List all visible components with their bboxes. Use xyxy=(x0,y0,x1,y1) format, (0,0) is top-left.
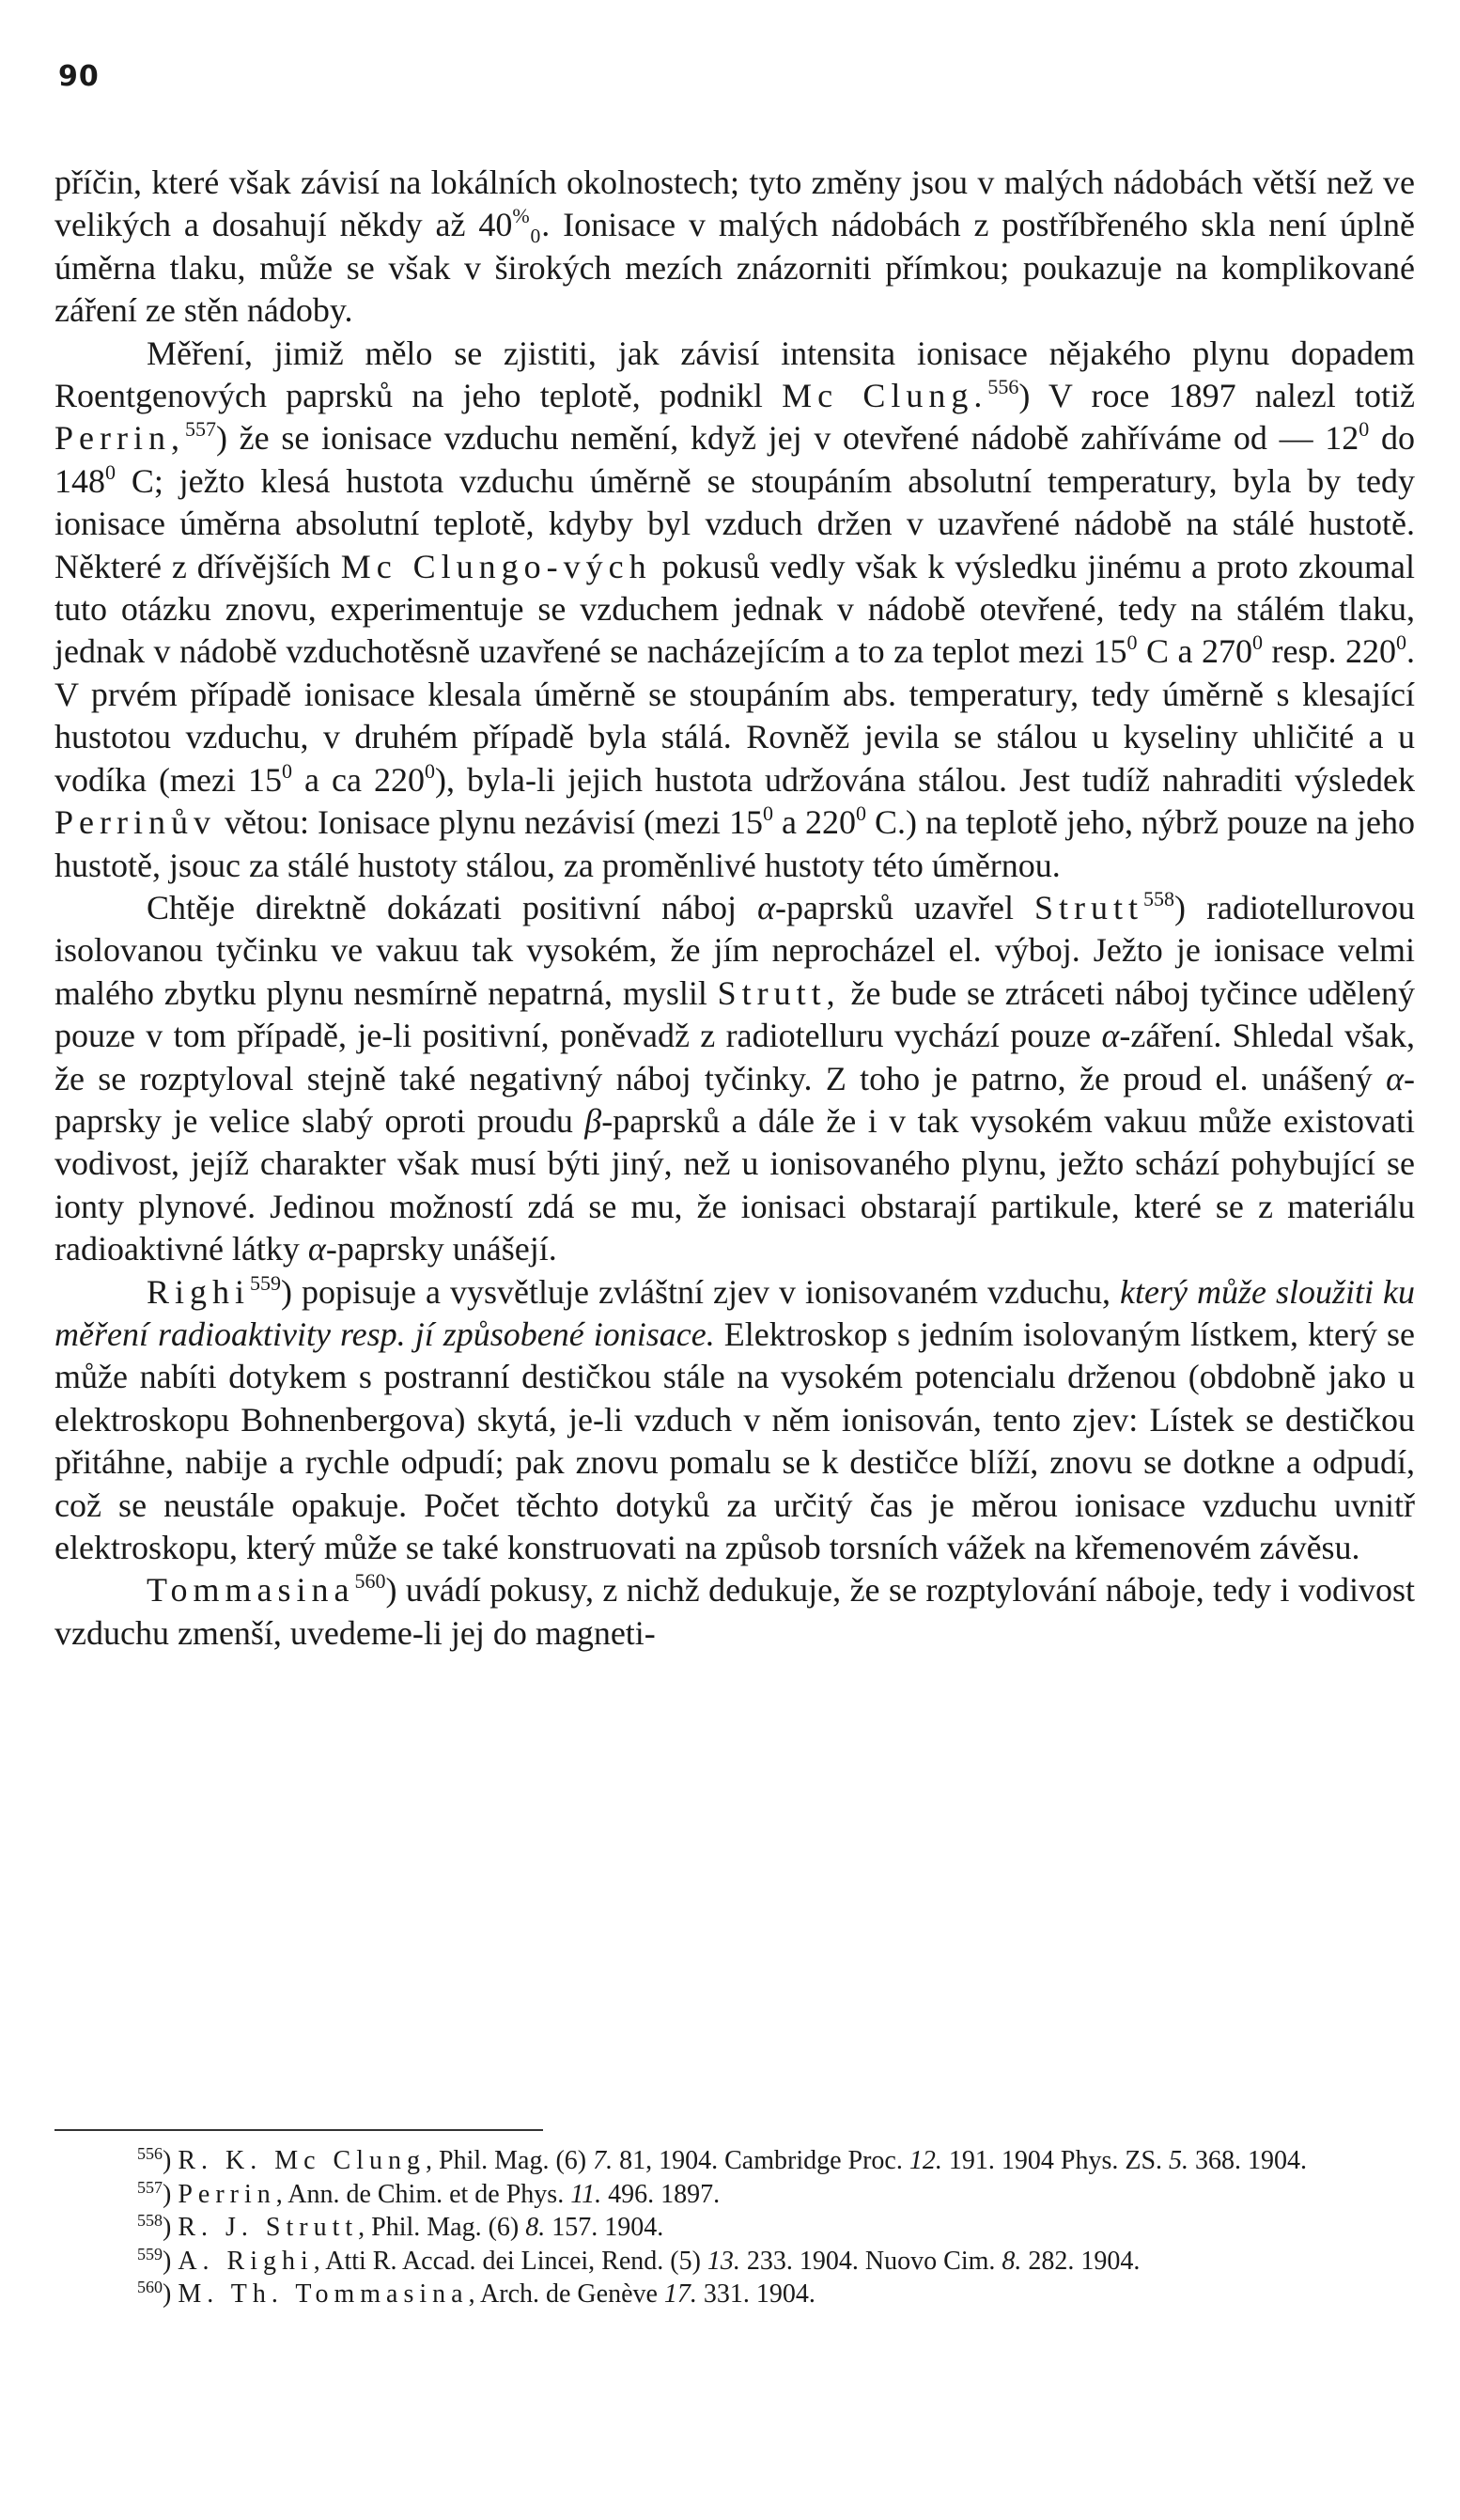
text-run: příčin, které však závisí na lokálních okolnostech; tyto změny jsou v malých nádobách větší než ve velikých a dosahují někdy až 40 xyxy=(54,163,1415,244)
footnote-number: 559 xyxy=(137,2244,163,2263)
author-name: A. Righi xyxy=(178,2246,314,2276)
degree-sign: 0 xyxy=(105,459,116,484)
text-run: ) uvádí pokusy, z nichž dedukuje, že se rozptylování náboje, tedy i vodivost vzduchu zmenší, uvedeme-li jej do magneti- xyxy=(54,1571,1415,1652)
text-run: C.) na teplotě jeho, nýbrž pouze na jeho hustotě, jsouc za stálé hustoty stálou, za proměnlivé hustoty této úměrnou. xyxy=(54,803,1415,884)
volume-number: 11. xyxy=(570,2179,602,2209)
text-run: 282. 1904. xyxy=(1021,2246,1141,2276)
volume-number: 7. xyxy=(593,2146,614,2175)
text-run: ) radiotellurovou isolovanou tyčinku ve vakuu tak vysokém, že jím neprocházel el. výboj. Ježto je ionisace velmi malého zbytku plynu nesmírně nepatrná, myslil xyxy=(54,888,1416,1012)
author-name: Perrin xyxy=(178,2179,276,2209)
greek-letter: β xyxy=(584,1101,602,1140)
volume-number: 8. xyxy=(525,2213,546,2242)
paragraph-3 xyxy=(54,887,1415,1271)
footnotes xyxy=(54,2144,1415,2311)
volume-number: 8. xyxy=(1002,2246,1022,2276)
footnote: $^{558}$) R. J. Strutt, Phil. Mag. (6) 8. 157. 1904. xyxy=(137,2211,664,2242)
text-run: . V prvém případě ionisace klesala úměrně se stoupáním abs. temperatury, tedy úměrně s klesající hustotou vzduchu, v druhém případě byla stálá. Rovněž jevila se stálou u kyseliny uhličité a u vodíka (mezi 15 xyxy=(54,632,1415,799)
author-name: Perrinův xyxy=(54,803,216,842)
text-run: C a 270 xyxy=(1137,632,1253,671)
footnote-ref: 558 xyxy=(1143,886,1175,910)
text-run: resp. 220 xyxy=(1263,632,1396,671)
paragraph-1 xyxy=(54,162,1415,333)
text-run: , Phil. Mag. (6) xyxy=(426,2146,594,2175)
author-name: R. J. Strutt xyxy=(178,2213,359,2242)
text-run: 331. 1904. xyxy=(696,2279,815,2309)
author-name: Strutt, xyxy=(717,973,841,1012)
volume-number: 13. xyxy=(707,2246,740,2276)
degree-sign: 0 xyxy=(1396,630,1406,655)
text-run: 233. 1904. Nuovo Cim. xyxy=(739,2246,1002,2276)
body-text xyxy=(54,162,1415,1655)
text-run: C; ježto klesá hustota vzduchu úměrně se stoupáním absolutní temperatury, byla by tedy ionisace úměrna absolutní teplotě, kdyby byl vzduch držen v uzavřené nádobě na stálé hustotě. Některé z dřívějších xyxy=(54,461,1415,585)
degree-sign: 0 xyxy=(282,758,292,783)
footnote: $^{560}$) M. Th. Tommasina, Arch. de Genève 17. 331. 1904. xyxy=(137,2278,815,2309)
degree-sign: 0 xyxy=(762,801,773,826)
text-run: -paprsky unášejí. xyxy=(325,1230,557,1268)
footnote-ref: 559 xyxy=(250,1270,282,1295)
text-run: , Phil. Mag. (6) xyxy=(358,2213,526,2242)
text-run: ) V roce 1897 nalezl totiž xyxy=(1018,377,1415,415)
text-run: a ca 220 xyxy=(292,760,426,799)
text-run: že bude se ztráceti náboj tyčince udělený pouze v tom případě, je-li positivní, poněvadž z radiotelluru vychází pouze xyxy=(54,973,1415,1055)
paragraph-2 xyxy=(54,333,1415,887)
footnote: $^{559}$) A. Righi, Atti R. Accad. dei Lincei, Rend. (5) 13. 233. 1904. Nuovo Cim. 8. 282. 1904. xyxy=(137,2244,1141,2276)
footnote-separator xyxy=(54,2129,543,2131)
page-number: 90 xyxy=(58,60,100,93)
degree-sign: 0 xyxy=(425,758,436,783)
footnote-ref: 556 xyxy=(987,375,1019,399)
text-run: , Ann. de Chim. et de Phys. xyxy=(275,2179,571,2209)
text-run: Měření, jimiž mělo se zjistiti, jak závisí intensita ionisace nějakého plynu dopadem Roentgenových paprsků na jeho teplotě, podnikl xyxy=(54,334,1415,415)
text-run: ) že se ionisace vzduchu nemění, když jej v otevřené nádobě zahříváme od — 12 xyxy=(215,419,1359,458)
author-name: Righi xyxy=(147,1272,251,1311)
text-run: , Arch. de Genève xyxy=(468,2279,664,2309)
emphasized-text: který může sloužiti ku měření radioaktivity resp. jí způsobené ionisace. xyxy=(54,1272,1415,1353)
text-run: ) popisuje a vysvětluje zvláštní zjev v ionisovaném vzduchu, xyxy=(281,1272,1120,1311)
text-run: 81, 1904. Cambridge Proc. xyxy=(613,2146,909,2175)
degree-sign: 0 xyxy=(1252,630,1264,655)
degree-sign: 0 xyxy=(1359,417,1370,442)
footnote-ref: 557 xyxy=(184,417,216,442)
volume-number: 12. xyxy=(909,2146,942,2175)
text-run: -paprsků uzavřel xyxy=(775,888,1035,926)
author-name: Perrin, xyxy=(54,419,185,458)
footnote: $^{557}$) Perrin, Ann. de Chim. et de Phys. 11. 496. 1897. xyxy=(137,2177,721,2209)
text-run: do 148 xyxy=(54,419,1415,500)
degree-sign: 0 xyxy=(1126,630,1138,655)
footnote-number: 556 xyxy=(137,2144,163,2163)
text-run: a 220 xyxy=(772,803,856,842)
greek-letter: α xyxy=(757,888,776,926)
degree-sign: 0 xyxy=(855,801,866,826)
greek-letter: α xyxy=(1101,1017,1120,1055)
text-run: 496. 1897. xyxy=(601,2179,721,2209)
text-run: -paprsky je velice slabý oproti proudu xyxy=(54,1059,1415,1140)
text-run: 368. 1904. xyxy=(1188,2146,1308,2175)
greek-letter: α xyxy=(1386,1059,1404,1097)
author-name: R. K. Mc Clung xyxy=(178,2146,427,2175)
volume-number: 5. xyxy=(1169,2146,1189,2175)
author-name: M. Th. Tommasina xyxy=(178,2279,469,2309)
text-run: pokusů vedly však k výsledku jinému a proto zkoumal tuto otázku znovu, experimentuje se vzduchem jednak v nádobě otevřené, tedy na stálém tlaku, jednak v nádobě vzduchotěsně uzavřené se nacházejícím a to za teplot mezi 15 xyxy=(54,547,1415,671)
author-name: Mc Clung. xyxy=(782,377,988,415)
footnote-ref: 560 xyxy=(354,1569,386,1594)
text-run: 157. 1904. xyxy=(545,2213,664,2242)
text-run: větou: Ionisace plynu nezávisí (mezi 15 xyxy=(215,803,763,842)
text-run: Chtěje direktně dokázati positivní náboj xyxy=(147,888,758,926)
text-run: Elektroskop s jedním isolovaným lístkem, který se může nabíti dotykem s postranní destičkou stále na vysokém potencialu drženou (obdobně jako u elektroskopu Bohnenbergova) skytá, je-li vzduch v něm ionisován, tento zjev: Lístek se destičkou přitáhne, nabije a rychle odpudí; pak znovu pomalu se k destičce blíží, znovu se dotkne a odpudí, což se neustále opakuje. Počet těchto dotyků za určitý čas je měrou ionisace vzduchu uvnitř elektroskopu, který může se také konstruovati na způsob torsních vážek na křemenovém závěsu. xyxy=(54,1314,1415,1566)
paragraph-4 xyxy=(54,1271,1415,1570)
footnote-number: 557 xyxy=(137,2177,163,2197)
paragraph-5 xyxy=(54,1569,1415,1655)
author-name: Tommasina xyxy=(147,1571,355,1610)
footnote: $^{556}$) R. K. Mc Clung, Phil. Mag. (6) 7. 81, 1904. Cambridge Proc. 12. 191. 1904 Phys. ZS. 5. 368. 1904. xyxy=(137,2144,1308,2175)
volume-number: 17. xyxy=(663,2279,697,2309)
percent-superscript: % xyxy=(512,204,530,228)
text-run: ), byla-li jejich hustota udržována stálou. Jest tudíž nahraditi výsledek xyxy=(435,760,1416,799)
footnote-number: 558 xyxy=(137,2211,163,2230)
author-name: Mc Clungo-vých xyxy=(340,547,652,585)
text-run: . Ionisace v malých nádobách z postříbřeného skla není úplně úměrna tlaku, může se však v širokých mezích znázorniti přímkou; poukazuje na komplikované záření ze stěn nádoby. xyxy=(54,206,1415,330)
text-run: , Atti R. Accad. dei Lincei, Rend. (5) xyxy=(313,2246,707,2276)
footnote-number: 560 xyxy=(137,2278,163,2296)
author-name: Strutt xyxy=(1034,888,1144,926)
text-run: -paprsků a dále že i v tak vysokém vakuu může existovati vodivost, jejíž charakter však musí býti jiný, než u ionisovaného plynu, ježto schází pohybující se ionty plynové. Jedinou možností zdá se mu, že ionisaci obstarají partikule, které se z materiálu radioaktivné látky xyxy=(54,1101,1415,1268)
greek-letter: α xyxy=(307,1230,326,1268)
text-run: 191. 1904 Phys. ZS. xyxy=(941,2146,1170,2175)
text-run: -záření. Shledal však, že se rozptyloval stejně také negativný náboj tyčinky. Z toho je patrno, že proud el. unášený xyxy=(54,1017,1415,1097)
percent-subscript: ₀ xyxy=(529,206,542,244)
